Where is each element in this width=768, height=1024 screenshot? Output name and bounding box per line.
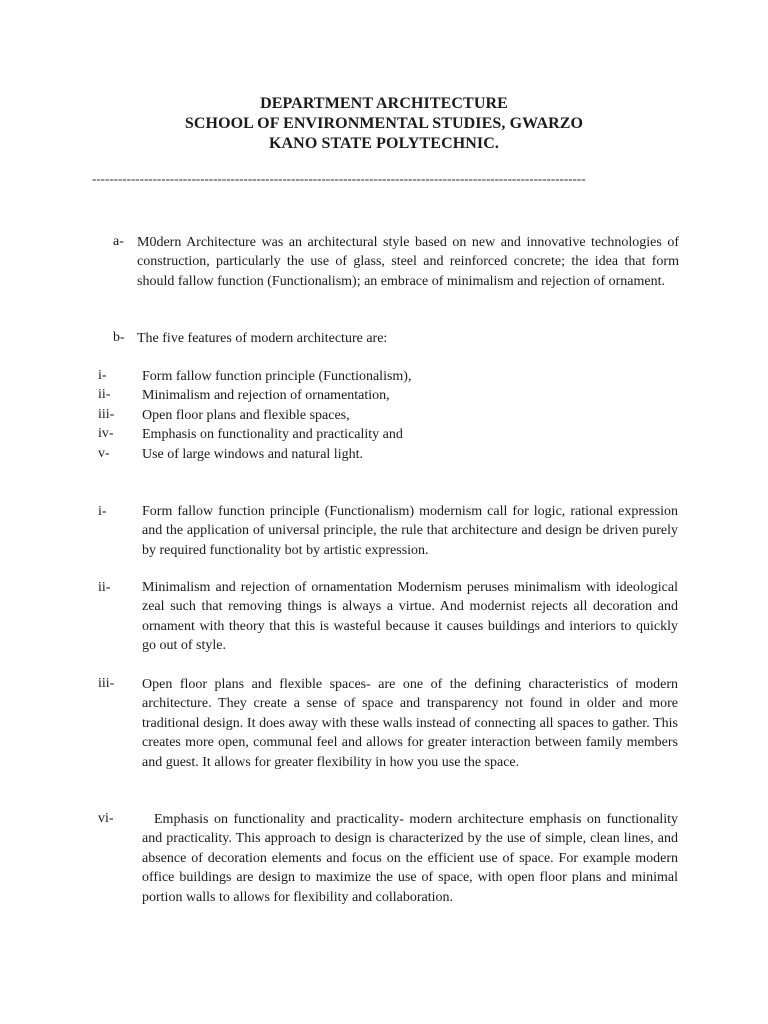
detail-label: iii-: [98, 676, 115, 691]
feature-label: i-: [98, 368, 107, 383]
feature-label: ii-: [98, 387, 111, 402]
feature-label: v-: [98, 446, 110, 461]
feature-item: Use of large windows and natural light.: [142, 447, 363, 462]
detail-paragraph-minimalism: Minimalism and rejection of ornamentation Modernism peruses minimalism with ideological zeal such that removing things is always a virtue. And modernist rejects all decoration and ornament with theory that this is wasteful because it causes buildings and interiors to quickly go out of style.: [142, 580, 678, 654]
section-a-label: a-: [113, 234, 124, 249]
department-title: DEPARTMENT ARCHITECTURE: [260, 95, 508, 112]
section-a-text: M0dern Architecture was an architectural style based on new and innovative technologies of construction, particularly the use of glass, steel and reinforced concrete; the idea that form should fallow function (Functionalism); an embrace of minimalism and rejection of ornament.: [137, 235, 679, 289]
detail-label: vi-: [98, 811, 114, 826]
section-b-text: The five features of modern architecture are:: [137, 331, 388, 346]
divider-line: ------------------------------------------------------------------------------------------------------------------: [92, 172, 586, 186]
feature-item: Form fallow function principle (Functionalism),: [142, 369, 412, 384]
section-b-label: b-: [113, 330, 125, 345]
feature-item: Open floor plans and flexible spaces,: [142, 408, 350, 423]
institution-title: KANO STATE POLYTECHNIC.: [268, 135, 500, 152]
detail-paragraph-open-floor: Open floor plans and flexible spaces- are one of the defining characteristics of modern architecture. They create a sense of space and transparency not found in older and more traditional design. It does away with these walls instead of connecting all spaces to gather. This creates more open, communal feel and allows for greater interaction between family members and guest. It allows for greater flexibility in how you use the space.: [142, 677, 678, 770]
detail-label: ii-: [98, 580, 111, 595]
detail-label: i-: [98, 504, 107, 519]
feature-item: Minimalism and rejection of ornamentation,: [142, 388, 390, 403]
detail-paragraph-functionalism: Form fallow function principle (Functionalism) modernism call for logic, rational expression and the application of universal principle, the rule that architecture and design be driven purely by required functionality bot by artistic expression.: [142, 504, 678, 558]
document-header: [0, 94, 768, 154]
feature-label: iii-: [98, 407, 115, 422]
feature-item: Emphasis on functionality and practicality and: [142, 427, 403, 442]
detail-paragraph-functionality: Emphasis on functionality and practicality- modern architecture emphasis on functionality and practicality. This approach to design is characterized by the use of simple, clean lines, and absence of decoration elements and focus on the efficient use of space. For example modern office buildings are design to maximize the use of space, with open floor plans and minimal portion walls to allows for flexibility and collaboration.: [142, 812, 678, 905]
school-title: SCHOOL OF ENVIRONMENTAL STUDIES, GWARZO: [184, 115, 584, 132]
feature-label: iv-: [98, 426, 114, 441]
